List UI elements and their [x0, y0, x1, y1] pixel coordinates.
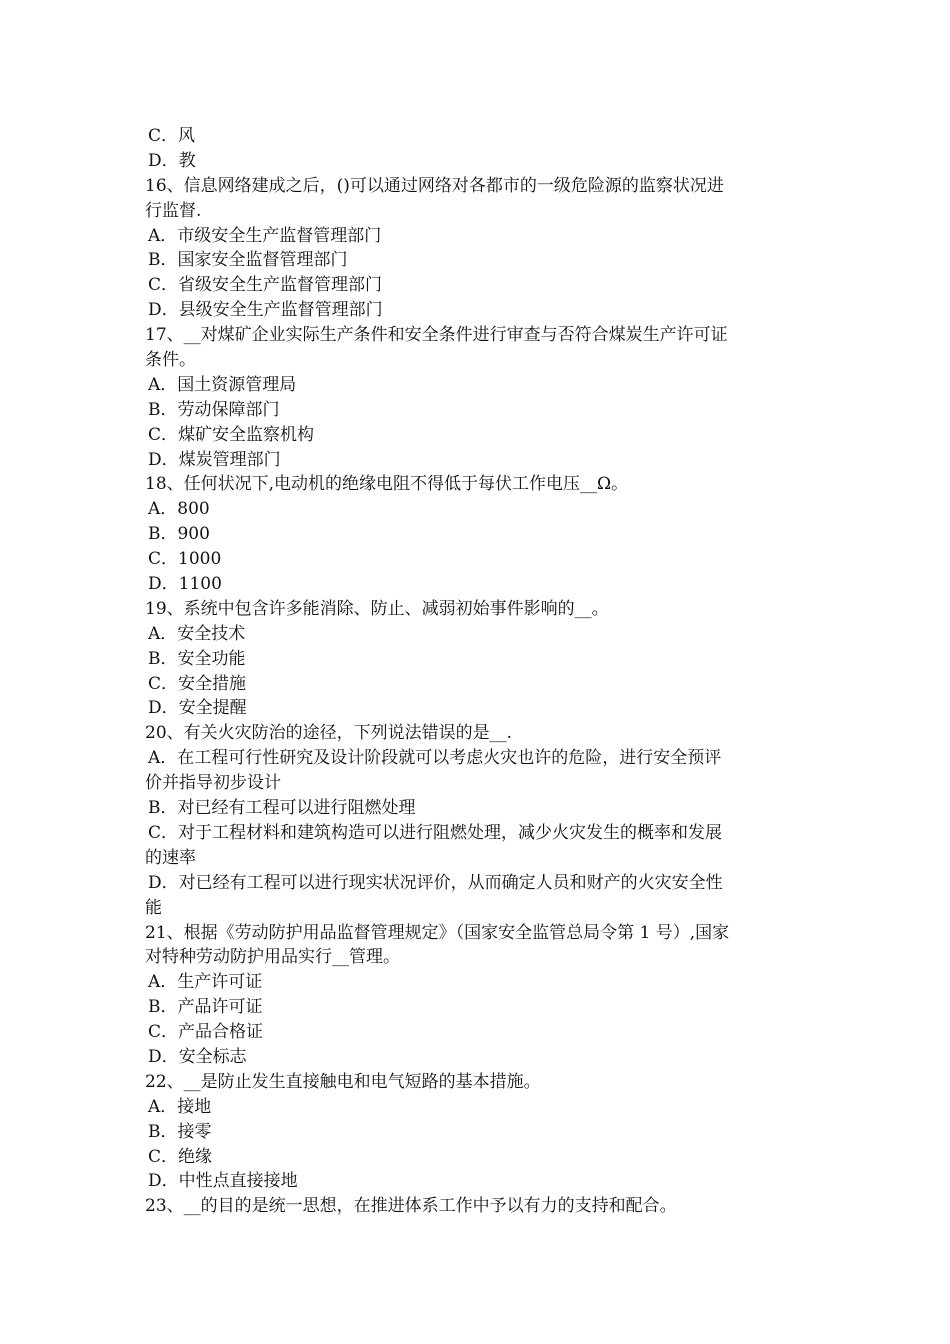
question-line: 价并指导初步设计 [145, 773, 281, 794]
option-line: A．接地 [148, 1096, 212, 1117]
option-line: A．生产许可证 [148, 972, 263, 993]
question-line: 条件。 [145, 350, 196, 371]
option-line: C．风 [148, 126, 196, 146]
option-line: A．在工程可行性研究及设计阶段就可以考虑火灾也许的危险，进行安全预评 [148, 748, 722, 769]
question-line: 16、信息网络建成之后，()可以通过网络对各都市的一级危险源的监察状况进 [145, 175, 724, 196]
question-line: 20、有关火灾防治的途径，下列说法错误的是__. [145, 723, 513, 744]
option-line: D．煤炭管理部门 [148, 449, 281, 470]
option-line: C．产品合格证 [148, 1022, 264, 1043]
option-line: D．安全提醒 [148, 698, 247, 719]
option-line: A．国土资源管理局 [148, 374, 297, 395]
question-line: 17、__对煤矿企业实际生产条件和安全条件进行审查与否符合煤炭生产许可证 [145, 325, 728, 346]
option-line: B．产品许可证 [148, 997, 263, 1018]
option-line: A．800 [148, 499, 210, 520]
option-line: D．1100 [148, 574, 222, 595]
option-line: B．对已经有工程可以进行阻燃处理 [148, 798, 416, 819]
option-line: B．900 [148, 524, 210, 545]
option-line: C．绝缘 [148, 1146, 213, 1167]
question-line: 18、任何状况下,电动机的绝缘电阻不得低于每伏工作电压__Ω。 [145, 474, 629, 495]
question-line: 行监督. [145, 200, 202, 221]
option-line: C．对于工程材料和建筑构造可以进行阻燃处理，减少火灾发生的概率和发展 [148, 822, 723, 843]
option-line: C．煤矿安全监察机构 [148, 424, 315, 445]
question-line: 对特种劳动防护用品实行__管理。 [145, 947, 400, 968]
option-line: A．市级安全生产监督管理部门 [148, 225, 382, 246]
option-line: D．县级安全生产监督管理部门 [148, 300, 383, 321]
option-line: D．安全标志 [148, 1046, 247, 1067]
question-line: 19、系统中包含许多能消除、防止、减弱初始事件影响的__。 [145, 598, 609, 619]
question-line: 23、__的目的是统一思想，在推进体系工作中予以有力的支持和配合。 [145, 1196, 677, 1217]
question-line: 22、__是防止发生直接触电和电气短路的基本措施。 [145, 1071, 541, 1092]
option-line: D．中性点直接接地 [148, 1171, 298, 1192]
option-line: C．省级安全生产监督管理部门 [148, 275, 383, 296]
option-line: C．安全措施 [148, 673, 247, 694]
option-line: D．教 [148, 150, 196, 171]
option-line: B．安全功能 [148, 648, 246, 669]
question-line: 的速率 [145, 847, 196, 868]
option-line: B．劳动保障部门 [148, 399, 280, 420]
question-line: 21、根据《劳动防护用品监督管理规定》（国家安全监管总局令第 1 号）,国家 [145, 922, 730, 943]
option-line: D．对已经有工程可以进行现实状况评价，从而确定人员和财产的火灾安全性 [148, 872, 723, 893]
option-line: A．安全技术 [148, 623, 246, 644]
document-body [145, 124, 815, 1219]
option-line: C．1000 [148, 549, 222, 570]
option-line: B．国家安全监督管理部门 [148, 250, 348, 271]
question-line: 能 [145, 897, 162, 918]
option-line: B．接零 [148, 1121, 212, 1142]
